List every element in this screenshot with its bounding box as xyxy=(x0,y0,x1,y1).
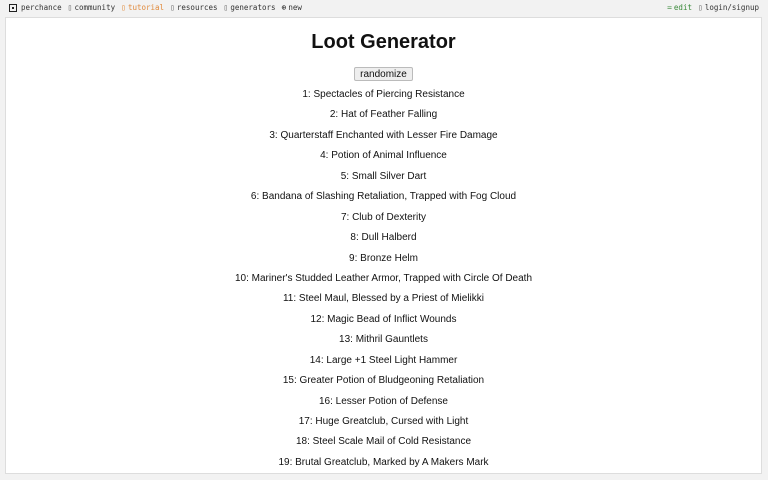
tutorial-icon: ▯ xyxy=(121,3,126,12)
generators-icon: ▯ xyxy=(223,3,229,12)
user-icon: ▯ xyxy=(697,3,703,12)
loot-item: 13: Mithril Gauntlets xyxy=(339,334,428,346)
loot-item: 12: Magic Bead of Inflict Wounds xyxy=(310,313,457,325)
loot-item: 2: Hat of Feather Falling xyxy=(329,109,438,121)
loot-item: 8: Dull Halberd xyxy=(350,232,417,244)
plus-circle-icon: ⊕ xyxy=(281,3,287,12)
nav-label: tutorial xyxy=(127,3,165,12)
nav-edit[interactable] xyxy=(667,3,692,12)
page-title: Loot Generator xyxy=(311,31,456,53)
nav-new[interactable] xyxy=(282,3,302,12)
loot-item: 7: Club of Dexterity xyxy=(340,211,427,223)
loot-list xyxy=(6,85,761,473)
nav-resources[interactable] xyxy=(170,3,217,12)
nav-label: resources xyxy=(176,3,218,12)
nav-label: perchance xyxy=(21,3,62,12)
loot-item: 5: Small Silver Dart xyxy=(340,170,427,182)
loot-item: 17: Huge Greatclub, Cursed with Light xyxy=(298,416,469,427)
nav-community[interactable] xyxy=(68,3,115,12)
loot-item: 9: Bronze Helm xyxy=(349,252,418,264)
randomize-button[interactable]: randomize xyxy=(354,67,413,81)
loot-item: 10: Mariner's Studded Leather Armor, Trapped with Circle Of Death xyxy=(234,272,533,284)
top-nav-bar xyxy=(0,0,768,16)
loot-item: 19: Brutal Greatclub, Marked by A Makers Mark xyxy=(278,456,489,468)
loot-item: 16: Lesser Potion of Defense xyxy=(319,395,448,407)
loot-item: 18: Steel Scale Mail of Cold Resistance xyxy=(295,436,472,448)
nav-label: edit xyxy=(673,3,692,12)
loot-item: 15: Greater Potion of Bludgeoning Retaliation xyxy=(282,375,485,387)
top-nav-left xyxy=(9,3,302,12)
nav-label: generators xyxy=(230,3,276,12)
nav-label: community xyxy=(74,3,116,12)
nav-generators[interactable] xyxy=(224,3,276,12)
top-nav-right xyxy=(667,3,759,12)
nav-perchance[interactable] xyxy=(9,3,62,12)
edit-icon: = xyxy=(667,3,672,12)
generator-output-panel xyxy=(5,17,762,474)
nav-label: new xyxy=(288,3,302,12)
community-icon: ▯ xyxy=(67,3,73,12)
nav-login-signup[interactable] xyxy=(698,3,759,12)
loot-item: 6: Bandana of Slashing Retaliation, Trapped with Fog Cloud xyxy=(250,191,517,203)
loot-item: 1: Spectacles of Piercing Resistance xyxy=(302,89,465,100)
dice-icon xyxy=(9,4,17,12)
nav-tutorial[interactable] xyxy=(121,3,164,12)
nav-label: login/signup xyxy=(704,3,759,12)
loot-item: 3: Quarterstaff Enchanted with Lesser Fire Damage xyxy=(269,129,498,141)
loot-item: 14: Large +1 Steel Light Hammer xyxy=(309,354,458,366)
loot-item: 4: Potion of Animal Influence xyxy=(320,150,447,162)
loot-item: 11: Steel Maul, Blessed by a Priest of Mielikki xyxy=(282,293,484,305)
resources-icon: ▯ xyxy=(170,3,175,12)
